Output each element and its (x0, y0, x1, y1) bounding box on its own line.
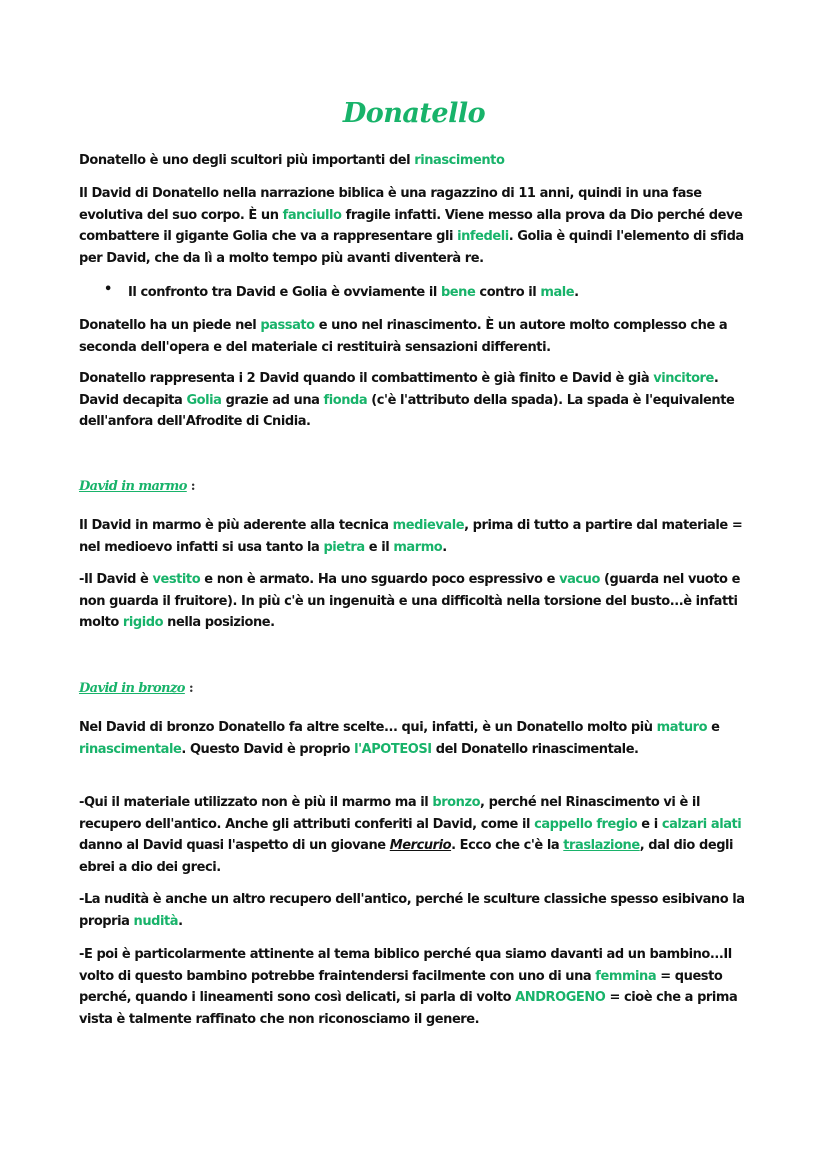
highlight-term: rigido (122, 615, 164, 630)
paragraph-bronzo-androgeno (79, 944, 759, 1030)
highlight-term: bronzo (432, 795, 481, 810)
text-run: nella posizione. (163, 615, 275, 630)
paragraph-marmo-appearance (79, 569, 759, 634)
paragraph-marmo-technique (79, 515, 759, 558)
text-run: , dal dio degli ebrei a dio dei greci. (79, 838, 734, 875)
text-run: e il (364, 539, 394, 555)
section-heading-colon: : (190, 479, 195, 494)
highlight-term: fanciullo (282, 207, 342, 223)
text-run: Il David di Donatello nella narrazione biblica è una ragazzino di 11 anni, quindi in una fase evolutiva del suo corpo. È un (79, 186, 702, 223)
text-run: , perché nel Rinascimento vi è il recupero dell'antico. Anche gli attributi conferiti al David, come il (79, 795, 700, 832)
text-run: = cioè che a prima vista è talmente raffinato che non riconosciamo il genere. (79, 990, 738, 1027)
highlight-term: traslazione (563, 838, 640, 853)
text-run: Nel David di bronzo Donatello fa altre scelte... qui, infatti, è un Donatello molto più (79, 720, 657, 735)
highlight-term: rinascimentale (79, 741, 182, 757)
text-run: . (178, 913, 183, 929)
text-run: e non è armato. Ha uno sguardo poco espressivo e (200, 572, 560, 587)
text-run: . (574, 285, 579, 300)
text-run: Donatello è uno degli scultori più importanti del (79, 153, 415, 168)
text-run: del Donatello rinascimentale. (431, 741, 639, 757)
text-run: Donatello ha un piede nel (79, 318, 261, 333)
highlight-term: femmina (595, 968, 657, 984)
paragraph-bronzo-maturity (79, 717, 759, 760)
text-run: , prima di tutto a partire dal materiale = nel medioevo infatti si usa tanto la (79, 518, 743, 555)
paragraph-donatello-style (79, 315, 759, 358)
text-run: Il David in marmo è più aderente alla tecnica (79, 518, 393, 533)
highlight-term: marmo (393, 539, 443, 555)
text-run: e i (637, 816, 662, 832)
highlight-term: fionda (323, 392, 368, 408)
paragraph-david-biblical (79, 183, 759, 269)
highlight-term: rinascimento (414, 153, 505, 168)
highlight-term: infedeli (457, 229, 509, 244)
section-heading-bronzo (79, 681, 193, 696)
text-run: . Questo David è proprio (181, 741, 355, 757)
highlight-term: vincitore (653, 371, 714, 386)
highlight-term: medievale (392, 518, 465, 533)
text-run: Il confronto tra David e Golia è ovviamente il (128, 285, 441, 300)
highlight-term: l'APOTEOSI (354, 741, 432, 757)
section-heading-text: David in bronzo (79, 681, 185, 696)
highlight-term: vestito (152, 572, 201, 587)
highlight-term: maturo (656, 720, 708, 735)
text-run: e (707, 720, 720, 735)
highlight-term: passato (260, 318, 315, 333)
highlight-term: calzari alati (661, 816, 742, 832)
text-run: -Il David è (79, 572, 153, 587)
text-run: danno al David quasi l'aspetto di un giovane (79, 838, 390, 853)
underlined-term: Mercurio (389, 838, 452, 853)
text-run: contro il (475, 285, 541, 300)
highlight-term: cappello fregio (534, 816, 638, 832)
highlight-term: bene (440, 285, 476, 300)
section-heading-marmo (79, 479, 195, 494)
paragraph-bronzo-nudity (79, 889, 759, 932)
paragraph-two-davids (79, 368, 759, 433)
text-run: (c'è l'attributo della spada). La spada è l'equivalente dell'anfora dell'Afrodite di Cnidia. (79, 392, 735, 429)
bullet-marker: • (104, 282, 113, 297)
highlight-term: ANDROGENO (515, 990, 606, 1005)
text-run: (guarda nel vuoto e non guarda il fruitore). In più c'è un ingenuità e una difficoltà nella torsione del busto...è infatti molto (79, 572, 740, 630)
bullet-item (128, 282, 758, 304)
section-heading-colon: : (188, 681, 194, 696)
intro-paragraph (79, 150, 759, 172)
text-run: Donatello rappresenta i 2 David quando il combattimento è già finito e David è già (79, 371, 654, 386)
page-title: Donatello (342, 98, 486, 129)
text-run: . (442, 539, 447, 555)
text-run: -La nudità è anche un altro recupero dell'antico, perché le sculture classiche spesso esibivano la propria (79, 892, 745, 929)
highlight-term: male (540, 285, 575, 300)
text-run: grazie ad una (221, 392, 324, 408)
text-run: . Golia è quindi l'elemento di sfida per David, che da lì a molto tempo più avanti diventerà re. (79, 229, 744, 266)
text-run: fragile infatti. Viene messo alla prova da Dio perché deve combattere il gigante Golia che va a rappresentare gli (79, 207, 743, 244)
text-run: -Qui il materiale utilizzato non è più il marmo ma il (79, 795, 433, 810)
text-run: e uno nel rinascimento. È un autore molto complesso che a seconda dell'opera e del materiale ci restituirà sensazioni differenti. (79, 318, 728, 355)
highlight-term: Golia (186, 392, 222, 408)
text-run: . Ecco che c'è la (451, 838, 564, 853)
highlight-term: pietra (323, 539, 365, 555)
paragraph-bronzo-material (79, 792, 759, 878)
section-heading-text: David in marmo (79, 479, 187, 494)
text-run: . David decapita (79, 371, 719, 408)
highlight-term: vacuo (559, 572, 600, 587)
text-run: -E poi è particolarmente attinente al tema biblico perché qua siamo davanti ad un bambino...Il volto di questo bambino potrebbe fraintendersi facilmente con uno di una (79, 947, 732, 984)
text-run: = questo perché, quando i lineamenti sono così delicati, si parla di volto (79, 968, 723, 1005)
highlight-term: nudità (133, 913, 179, 929)
